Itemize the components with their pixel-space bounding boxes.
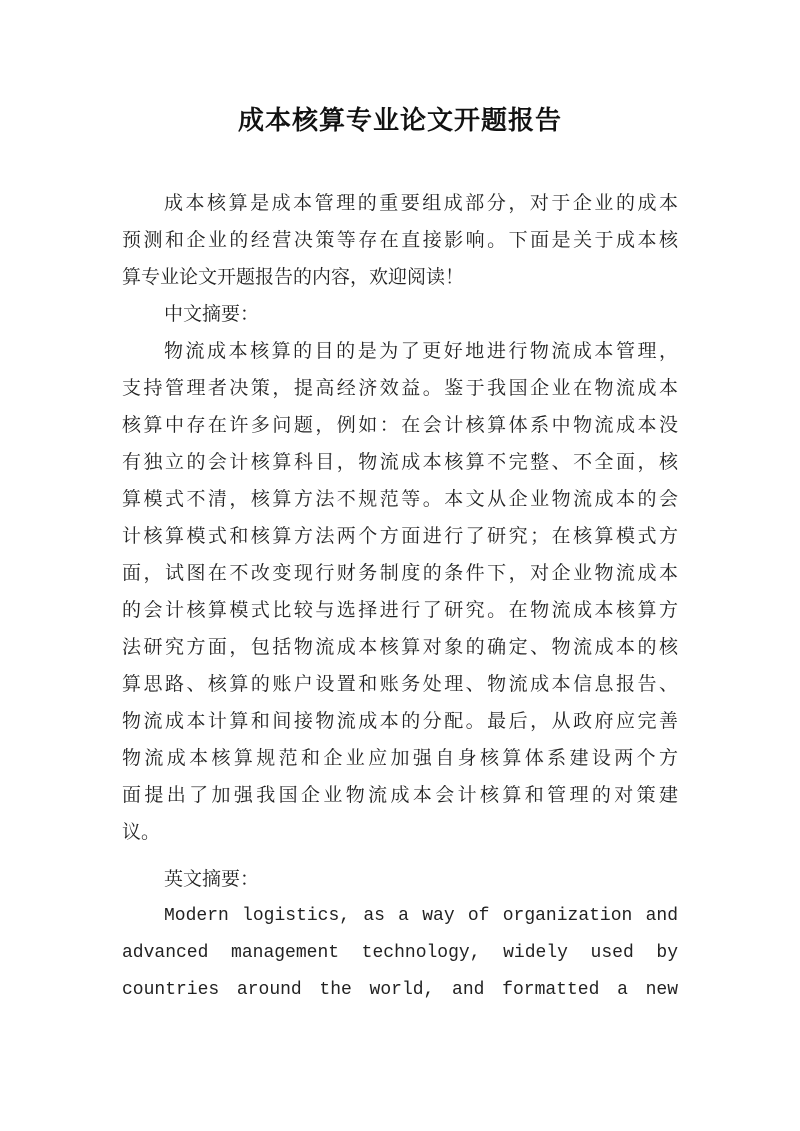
en-abstract-paragraph: [122, 898, 678, 1009]
en-abstract-heading: 英文摘要：: [164, 868, 260, 890]
text-line: 算专业论文开题报告的内容，欢迎阅读！: [122, 266, 465, 288]
document-body: [122, 185, 678, 1009]
text-line: 预测和企业的经营决策等存在直接影响。下面是关于成本核: [122, 229, 678, 251]
text-line: 核算中存在许多问题，例如：在会计核算体系中物流成本没: [122, 414, 678, 436]
text-line: 面，试图在不改变现行财务制度的条件下，对企业物流成本: [122, 562, 678, 584]
spacer: [122, 851, 678, 861]
text-line: 计核算模式和核算方法两个方面进行了研究；在核算模式方: [122, 525, 678, 547]
text-line: 算模式不清，核算方法不规范等。本文从企业物流成本的会: [122, 488, 678, 510]
text-line: 面提出了加强我国企业物流成本会计核算和管理的对策建: [122, 784, 678, 806]
cn-abstract-heading: 中文摘要：: [164, 303, 260, 325]
cn-abstract-paragraph: [122, 333, 678, 851]
text-line: Modern logistics, as a way of organization and: [164, 906, 678, 926]
text-line: 议。: [122, 821, 161, 843]
text-line: 算思路、核算的账户设置和账务处理、物流成本信息报告、: [122, 673, 678, 695]
document-title: 成本核算专业论文开题报告: [237, 106, 562, 136]
text-line: advanced management technology, widely used by: [122, 943, 678, 963]
text-line: 物流成本核算的目的是为了更好地进行物流成本管理，: [164, 340, 678, 362]
text-line: 的会计核算模式比较与选择进行了研究。在物流成本核算方: [122, 599, 678, 621]
text-line: 物流成本计算和间接物流成本的分配。最后，从政府应完善: [122, 710, 678, 732]
text-line: 物流成本核算规范和企业应加强自身核算体系建设两个方: [122, 747, 678, 769]
text-line: 支持管理者决策，提高经济效益。鉴于我国企业在物流成本: [122, 377, 678, 399]
text-line: 有独立的会计核算科目，物流成本核算不完整、不全面，核: [122, 451, 678, 473]
text-line: countries around the world, and formatted a new: [122, 980, 678, 1000]
text-line: 成本核算是成本管理的重要组成部分，对于企业的成本: [164, 192, 678, 214]
text-line: 法研究方面，包括物流成本核算对象的确定、物流成本的核: [122, 636, 678, 658]
intro-paragraph: [122, 185, 678, 296]
